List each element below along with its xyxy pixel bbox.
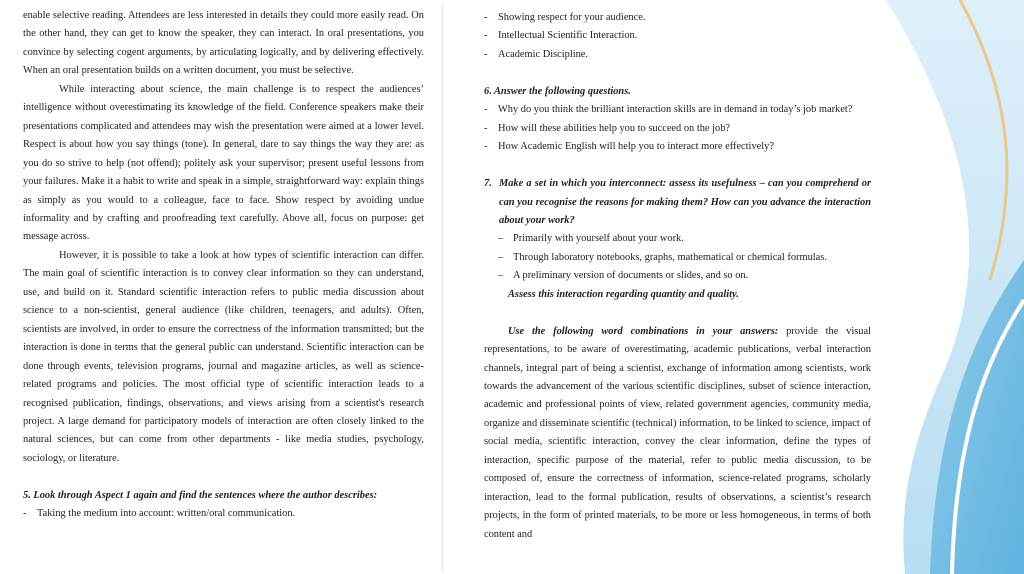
task-6-question [484,101,871,119]
task-7-heading [484,175,871,230]
long-dash-mark: – [498,233,504,245]
long-dash-mark: – [498,251,504,263]
task-5-item [484,46,871,64]
task-5-heading: 5. Look through Aspect 1 again and find the sentences where the author describes: [23,489,378,501]
task-5-item-text: Academic Discipline. [498,48,589,60]
task-5-item [23,505,424,523]
left-page [8,4,440,572]
dash-mark: - [484,122,488,134]
task-6-question [484,138,871,156]
dash-mark: - [484,30,488,42]
task-7-heading-text: Make a set in which you interconnect: assess its usefulness – can you comprehend or can you recognise the reasons for making them? How can you advance the interaction about your work? [499,178,871,226]
task-5-item [484,9,871,27]
task-7-number: 7. [484,178,492,190]
task-5-item-text: Taking the medium into account: written/oral communication. [37,508,296,520]
paragraph-selective-reading: enable selective reading. Attendees are less interested in details they could more easily read. On the other hand, they can get to know the speaker, they can interact. In oral presentations, you convince by selecting cogent arguments, by articulating logically, and by delivering effectively. When an oral presentation builds on a written document, you must be selective. [23,10,424,77]
task-7-item-text: A preliminary version of documents or slides, and so on. [513,270,749,282]
word-combinations-text: provide the visual representations, to be aware of overestimating, academic publications, verbal interaction channels, integral part of being a scientist, exchange of information among scientists, work towards the advancement of the various scientific disciplines, subset of science interaction, academic and professional points of view, related government agencies, community media, organize and disseminate scientific (technical) information, to be linked to science, impact of social media, scientific interaction, convey the clear information, define the types of interaction, specific purpose of the material, refer to public media discussion, to be composed of, ensure the correctness of information, science-related programs, scholarly interaction, lead to the formal publication, results of observations, a scientist’s research projects, in the form of printed materials, to be more or less homogeneous, in terms of both content and [484,325,872,540]
task-7-item [498,267,871,285]
task-6-question-text: Why do you think the brilliant interaction skills are in demand in today’s job market? [498,104,853,116]
page-gutter [441,4,444,572]
right-page [445,4,885,572]
dash-mark: - [484,104,488,116]
task-6-heading: 6. Answer the following questions. [484,85,631,97]
dash-mark: - [23,508,27,520]
word-combinations-paragraph [484,323,871,544]
task-6-question [484,120,871,138]
task-6-question-text: How Academic English will help you to interact more effectively? [498,141,774,153]
task-7-assess: Assess this interaction regarding quantity and quality. [508,288,739,300]
word-combinations-lead: Use the following word combinations in your answers: [508,325,779,337]
task-7-item-text: Primarily with yourself about your work. [513,233,684,245]
task-5-item [484,27,871,45]
paragraph-types-of-interaction: However, it is possible to take a look at how types of scientific interaction can differ. The main goal of scientific interaction is to convey clear information so they can understand, use, and build on it. Standard scientific interaction refers to public media discussion about science to a non-scientist, general audience (like children, teenagers, and adults). Often, scientists are involved, in order to ensure the correctness of the information transmitted; but the interaction is done in terms that the general public can understand. Scientific interaction can be done through events, television programs, journal and magazine articles, as well as science-related programs and policies. The most official type of scientific interaction leads to a recognised publication, findings, observations, and views arising from a scientist's research project. A large demand for participatory models of interaction are often closely linked to the natural sciences, but can come from other departments - like media studies, psychology, sociology, or literature. [23,249,424,464]
task-7-item [498,230,871,248]
dash-mark: - [484,141,488,153]
task-7-item-text: Through laboratory notebooks, graphs, mathematical or chemical formulas. [513,251,827,263]
dash-mark: - [484,48,488,60]
task-5-item-text: Intellectual Scientific Interaction. [498,30,638,42]
dash-mark: - [484,12,488,23]
long-dash-mark: – [498,270,504,282]
task-5-item-text: Showing respect for your audience. [498,12,646,23]
paragraph-respect-audience: While interacting about science, the main challenge is to respect the audiences’ intelligence without overestimating its knowledge of the field. Conference speakers make their presentations complicated and attendees may wish the presentation were aimed at a lower level. Respect is about how you say things (tone). In general, dare to say things the way they are: as you do so strive to help (not offend); politely ask your supervisor; present useful lessons from your failures. Make it a habit to write and speak in a simple, straightforward way: explain things as simply as you would to a colleague, face to face. Show respect by avoiding undue informality and by crafting and proofreading text carefully. Above all, focus on purpose: get message across. [23,83,424,243]
task-7-item [498,249,871,267]
task-6-question-text: How will these abilities help you to succeed on the job? [498,122,731,134]
